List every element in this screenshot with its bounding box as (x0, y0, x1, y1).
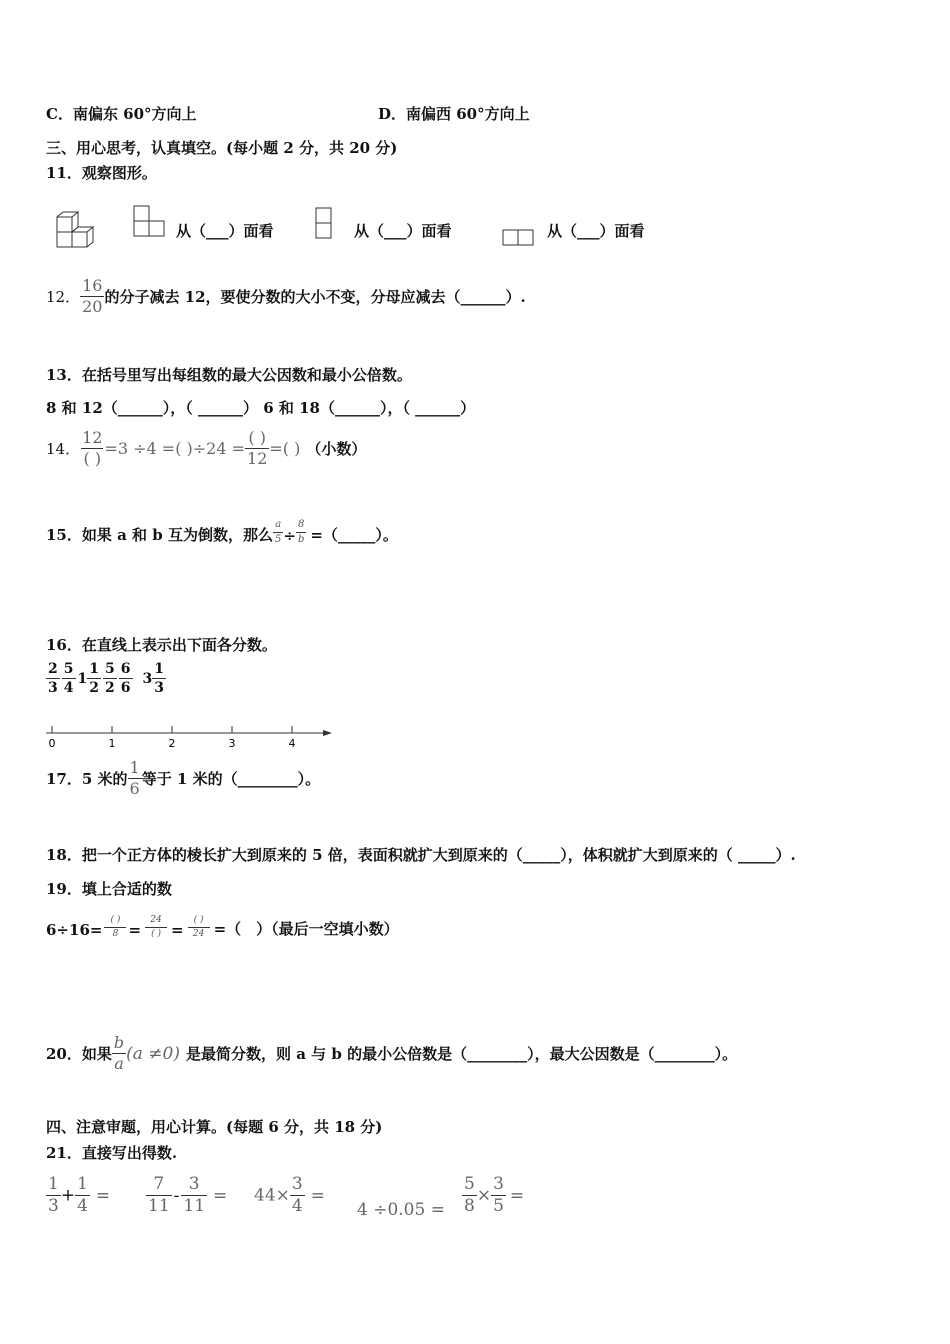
q19-f1-numerator: ( ) (110, 915, 121, 925)
q17-numerator: 1 (129, 758, 140, 777)
q20-text: 是最简分数，则 a 与 b 的最小公倍数是（________），最大公因数是（________）。 (186, 1045, 738, 1063)
number-line-tick-label: 3 (228, 737, 236, 750)
q18: 18．把一个正方体的棱长扩大到原来的 5 倍，表面积就扩大到原来的（_____），体积就扩大到原来的（ _____）. (46, 846, 796, 864)
q12-numerator: 16 (82, 276, 103, 295)
q15-f1-numerator: a (275, 519, 282, 530)
q17 (46, 760, 320, 797)
q16-denominator: 2 (89, 680, 99, 696)
calc-3-frac-b (290, 1176, 305, 1215)
calc-2-operator: - (173, 1185, 180, 1206)
calc-5-frac-b (491, 1176, 506, 1215)
q19-f1-denominator: 8 (104, 927, 126, 939)
q11-view-text-1: 从（___）面看 (176, 222, 274, 240)
q15-fraction-1 (273, 520, 283, 545)
calc-1-a-numerator: 1 (48, 1174, 59, 1194)
calc-2-frac-a (146, 1176, 172, 1215)
calc-2-a-numerator: 7 (153, 1174, 165, 1194)
q16-fraction-item (62, 661, 76, 696)
q19-lead: 6÷16= (46, 921, 103, 939)
q16-label: 16．在直线上表示出下面各分数。 (46, 636, 277, 654)
calc-1 (46, 1176, 110, 1215)
q12 (46, 278, 526, 315)
view-figure-1 (133, 205, 165, 239)
q20-number: 20．如果 (46, 1045, 112, 1063)
cube-stack-figure (55, 212, 95, 250)
q16-fraction-item (142, 661, 167, 696)
q16-numerator: 6 (120, 661, 131, 677)
q11-label: 11．观察图形。 (46, 164, 157, 182)
q13-line: 8 和 12（______），（ ______） 6 和 18（______），（ ______） (46, 399, 476, 417)
q16-fraction-item (103, 661, 117, 696)
q14-f2-denominator: 12 (247, 449, 268, 468)
q19-label: 19．填上合适的数 (46, 880, 172, 898)
q19-eq-1: = (128, 921, 142, 939)
number-line-tick-label: 0 (48, 737, 56, 750)
calc-5-b-denominator: 5 (493, 1196, 504, 1216)
q16-whole-part: 1 (77, 670, 88, 687)
option-d: D．南偏西 60°方向上 (378, 105, 530, 123)
q16-fraction (103, 662, 117, 695)
calc-1-frac-b (75, 1176, 90, 1215)
q17-pre: 17．5 米的 (46, 770, 128, 788)
q17-fraction (128, 760, 142, 797)
calc-2-b-numerator: 3 (188, 1174, 200, 1194)
q16-fraction (46, 662, 60, 695)
q17-denominator: 6 (129, 779, 140, 798)
calc-2-equals: = (213, 1185, 228, 1206)
q14-number: 14． (46, 440, 81, 458)
q16-fraction-item (46, 661, 60, 696)
q16-denominator: 3 (154, 680, 164, 696)
q19-tail: =（ ）（最后一空填小数） (213, 920, 399, 938)
q11-view-text-3: 从（___）面看 (547, 222, 645, 240)
q16-fraction (62, 662, 76, 695)
section-3-title: 三、用心思考，认真填空。(每小题 2 分，共 20 分) (46, 139, 398, 157)
q20 (46, 1035, 737, 1072)
calc-2-frac-b (181, 1176, 207, 1215)
q20-fraction (112, 1035, 126, 1072)
q19-expression (46, 916, 399, 939)
q20-denominator: a (114, 1054, 124, 1073)
q15-f2-numerator: 8 (297, 519, 305, 530)
q16-whole-part: 3 (142, 670, 153, 687)
calc-5-frac-a (462, 1176, 477, 1215)
q17-post: 等于 1 米的（________）。 (141, 770, 321, 788)
q16-numerator: 1 (89, 661, 99, 677)
q16-fraction-item (119, 661, 133, 696)
q16-denominator: 3 (48, 680, 58, 696)
q16-fraction-item (77, 661, 102, 696)
q16-denominator: 6 (120, 680, 131, 696)
calc-2-a-denominator: 11 (148, 1196, 170, 1216)
calc-1-equals: = (95, 1185, 111, 1206)
section-4-title: 四、注意审题，用心计算。(每题 6 分，共 18 分) (46, 1118, 383, 1136)
calc-3-lead: 44× (254, 1185, 290, 1206)
q11-view-text-2: 从（___）面看 (354, 222, 452, 240)
q19-fraction-1 (104, 916, 126, 939)
q16-numerator: 2 (48, 661, 58, 677)
calc-5-equals: = (509, 1185, 525, 1206)
q21-label: 21．直接写出得数. (46, 1144, 178, 1162)
q16-fraction-list (46, 662, 168, 695)
q14-f1-numerator: 12 (82, 428, 103, 447)
calc-1-b-numerator: 1 (77, 1174, 88, 1194)
q12-fraction (80, 278, 104, 315)
calc-2-b-denominator: 11 (183, 1196, 206, 1216)
q16-fraction (119, 662, 133, 695)
q19-fraction-2 (145, 916, 167, 939)
q12-text: 的分子减去 12，要使分数的大小不变，分母应减去（______）. (104, 288, 526, 306)
q15-tail: =（_____）。 (310, 526, 398, 544)
calc-1-b-denominator: 4 (77, 1196, 88, 1216)
q16-denominator: 2 (105, 680, 115, 696)
q15-f2-denominator: b (297, 534, 305, 545)
q16-fraction (87, 662, 101, 695)
view-figure-2 (315, 207, 333, 241)
number-line-arrow (323, 730, 332, 736)
q12-denominator: 20 (82, 297, 103, 316)
q19-eq-2: = (171, 921, 184, 939)
q16-numerator: 5 (63, 661, 74, 677)
q19-f3-denominator: 24 (188, 927, 210, 939)
q16-fraction (152, 662, 166, 695)
q20-condition: (a ≠0) (126, 1043, 180, 1064)
calc-1-operator: + (60, 1185, 76, 1206)
q19-f3-numerator: ( ) (193, 915, 204, 925)
calc-4: 4 ÷0.05 = (357, 1200, 445, 1220)
calc-5-b-numerator: 3 (493, 1174, 504, 1194)
number-line-tick-label: 1 (108, 737, 116, 750)
calc-5-a-numerator: 5 (464, 1174, 475, 1194)
q20-numerator: b (113, 1033, 125, 1052)
q14-fraction-1 (80, 430, 104, 467)
q15-operator: ÷ (283, 527, 296, 545)
q14-f1-denominator: ( ) (83, 449, 102, 468)
number-line-tick-label: 2 (168, 737, 176, 750)
calc-5 (462, 1176, 524, 1215)
q14-f2-numerator: ( ) (248, 428, 266, 447)
number-line-tick-label: 4 (288, 737, 296, 750)
q19-f2-numerator: 24 (150, 915, 162, 925)
calc-3 (254, 1176, 325, 1215)
q15-fraction-2 (296, 520, 306, 545)
q15-text: 15．如果 a 和 b 互为倒数，那么 (46, 526, 273, 544)
q13-label: 13．在括号里写出每组数的最大公因数和最小公倍数。 (46, 366, 412, 384)
q15-f1-denominator: 5 (274, 534, 282, 545)
q19-f2-denominator: ( ) (145, 927, 167, 939)
q16-numerator: 1 (154, 661, 164, 677)
number-line (40, 720, 340, 754)
q12-number: 12． (46, 288, 81, 306)
calc-5-operator: × (476, 1185, 492, 1206)
q19-fraction-3 (188, 916, 210, 939)
q14 (46, 430, 366, 467)
q14-fraction-2 (245, 430, 269, 467)
calc-1-frac-a (46, 1176, 61, 1215)
calc-3-b-numerator: 3 (291, 1174, 303, 1194)
q15 (46, 520, 398, 545)
calc-3-b-denominator: 4 (291, 1196, 303, 1216)
calc-3-equals: = (310, 1185, 325, 1206)
calc-2 (146, 1176, 227, 1215)
option-c: C．南偏东 60°方向上 (46, 105, 197, 123)
calc-1-a-denominator: 3 (48, 1196, 59, 1216)
q14-end: =( ) (269, 439, 301, 458)
q14-middle: =3 ÷4 =( )÷24 = (104, 439, 246, 458)
q14-note: （小数） (306, 440, 367, 458)
q16-numerator: 5 (105, 661, 115, 677)
calc-5-a-denominator: 8 (464, 1196, 475, 1216)
q16-denominator: 4 (63, 680, 74, 696)
view-figure-3 (502, 229, 536, 247)
